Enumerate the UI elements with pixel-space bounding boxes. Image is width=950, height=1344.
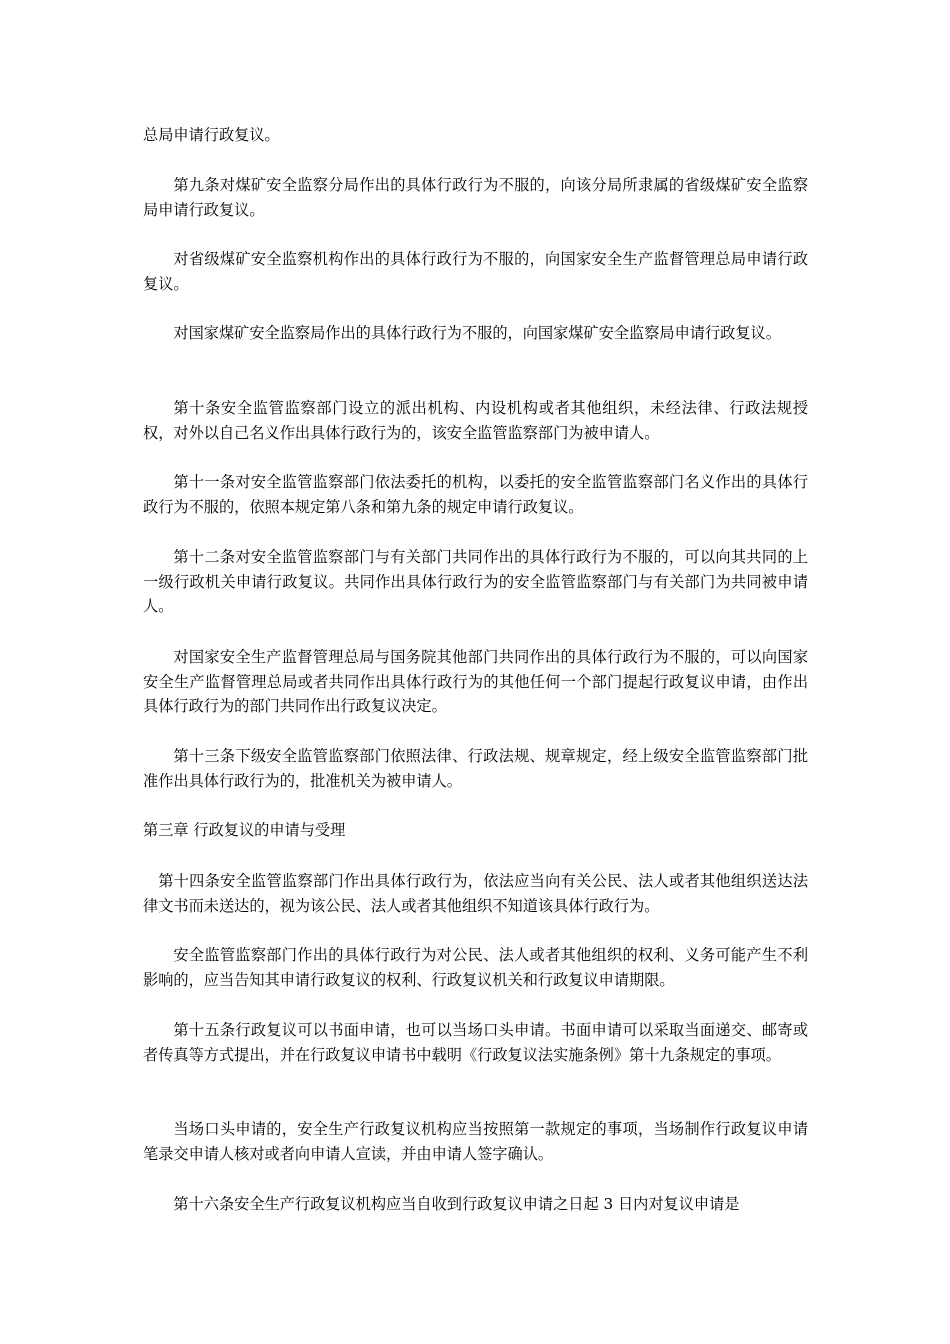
paragraph-provincial-bureau: 对省级煤矿安全监察机构作出的具体行政行为不服的，向国家安全生产监督管理总局申请行政复议。 [143,250,808,293]
chapter-3-heading: 第三章 行政复议的申请与受理 [143,821,346,839]
paragraph-oral-application: 当场口头申请的，安全生产行政复议机构应当按照第一款规定的事项，当场制作行政复议申请笔录交申请人核对或者向申请人宣读，并由申请人签字确认。 [143,1120,808,1163]
paragraph-article-9: 第九条对煤矿安全监察分局作出的具体行政行为不服的，向该分局所隶属的省级煤矿安全监察局申请行政复议。 [143,176,808,219]
paragraph-article-15: 第十五条行政复议可以书面申请，也可以当场口头申请。书面申请可以采取当面递交、邮寄或者传真等方式提出，并在行政复议申请书中载明《行政复议法实施条例》第十九条规定的事项。 [143,1021,808,1064]
paragraph-article-16: 第十六条安全生产行政复议机构应当自收到行政复议申请之日起 3 日内对复议申请是 [173,1195,740,1213]
paragraph-article-12: 第十二条对安全监管监察部门与有关部门共同作出的具体行政行为不服的，可以向其共同的上一级行政机关申请行政复议。共同作出具体行政行为的安全监管监察部门与有关部门为共同被申请人。 [143,548,808,615]
paragraph-article-10: 第十条安全监管监察部门设立的派出机构、内设机构或者其他组织，未经法律、行政法规授权，对外以自己名义作出具体行政行为的，该安全监管监察部门为被申请人。 [143,399,808,442]
paragraph-continuation: 总局申请行政复议。 [143,126,280,144]
paragraph-article-11: 第十一条对安全监管监察部门依法委托的机构，以委托的安全监管监察部门名义作出的具体行政行为不服的，依照本规定第八条和第九条的规定申请行政复议。 [143,473,808,516]
paragraph-article-13: 第十三条下级安全监管监察部门依照法律、行政法规、规章规定，经上级安全监管监察部门批准作出具体行政行为的，批准机关为被申请人。 [143,747,808,790]
paragraph-notice-obligation: 安全监管监察部门作出的具体行政行为对公民、法人或者其他组织的权利、义务可能产生不利影响的，应当告知其申请行政复议的权利、行政复议机关和行政复议申请期限。 [143,946,808,989]
paragraph-article-14: 第十四条安全监管监察部门作出具体行政行为，依法应当向有关公民、法人或者其他组织送达法律文书而未送达的，视为该公民、法人或者其他组织不知道该具体行政行为。 [143,872,808,915]
paragraph-national-bureau: 对国家煤矿安全监察局作出的具体行政行为不服的，向国家煤矿安全监察局申请行政复议。 [173,324,781,342]
paragraph-joint-state-council: 对国家安全生产监督管理总局与国务院其他部门共同作出的具体行政行为不服的，可以向国家安全生产监督管理总局或者共同作出具体行政行为的其他任何一个部门提起行政复议申请，由作出具体行政行为的部门共同作出行政复议决定。 [143,648,808,715]
